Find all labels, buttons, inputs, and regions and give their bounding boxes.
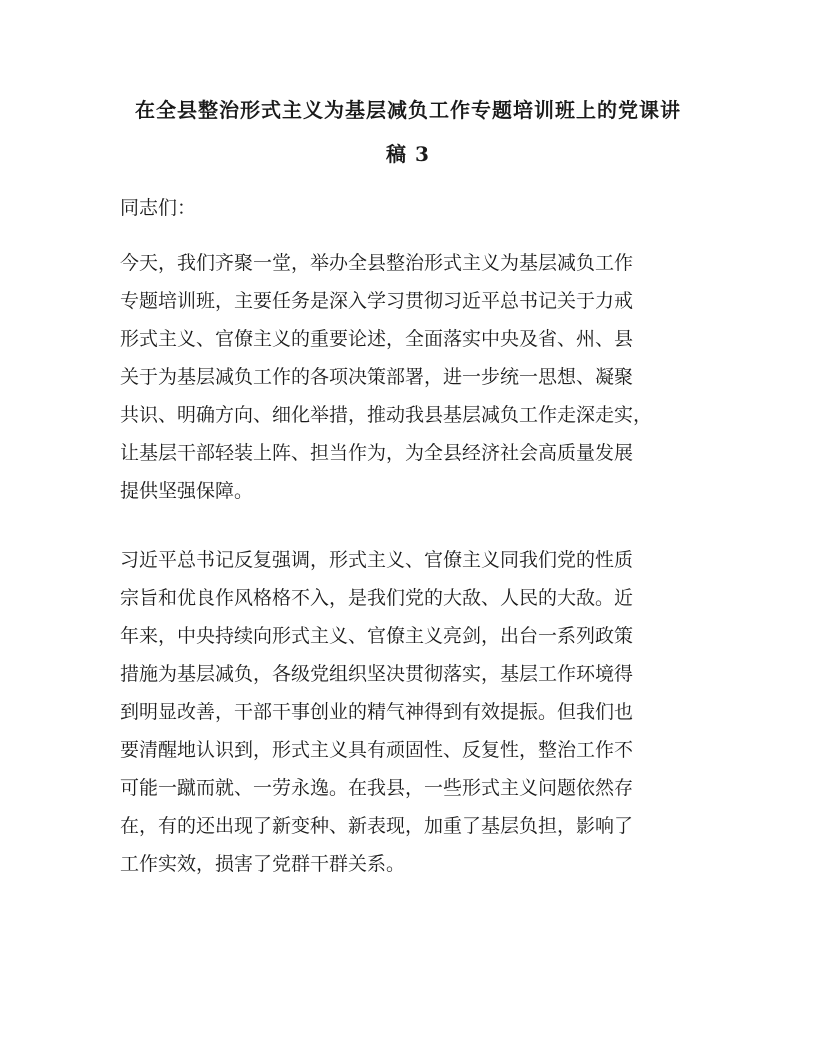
paragraph-line: 到明显改善，干部干事创业的精气神得到有效提振。但我们也 — [120, 701, 634, 723]
paragraph-line: 在，有的还出现了新变种、新表现，加重了基层负担，影响了 — [120, 815, 634, 837]
paragraph-line: 可能一蹴而就、一劳永逸。在我县，一些形式主义问题依然存 — [120, 777, 634, 799]
paragraph-line: 宗旨和优良作风格格不入，是我们党的大敌、人民的大敌。近 — [120, 587, 634, 609]
paragraph-line: 习近平总书记反复强调，形式主义、官僚主义同我们党的性质 — [120, 549, 634, 571]
paragraph-line: 要清醒地认识到，形式主义具有顽固性、反复性，整治工作不 — [120, 739, 634, 761]
paragraph-line: 工作实效，损害了党群干群关系。 — [120, 853, 406, 875]
paragraph-line: 专题培训班，主要任务是深入学习贯彻习近平总书记关于力戒 — [120, 290, 634, 312]
paragraph-line: 年来，中央持续向形式主义、官僚主义亮剑，出台一系列政策 — [120, 625, 634, 647]
paragraph-line: 关于为基层减负工作的各项决策部署，进一步统一思想、凝聚 — [120, 366, 634, 388]
document-title-line-1: 在全县整治形式主义为基层减负工作专题培训班上的党课讲 — [135, 98, 681, 122]
paragraph-line: 今天，我们齐聚一堂，举办全县整治形式主义为基层减负工作 — [120, 252, 634, 274]
paragraph-line: 措施为基层减负，各级党组织坚决贯彻落实，基层工作环境得 — [120, 663, 634, 685]
paragraph-line: 让基层干部轻装上阵、担当作为，为全县经济社会高质量发展 — [120, 442, 634, 464]
paragraph-line: 共识、明确方向、细化举措，推动我县基层减负工作走深走实， — [120, 404, 653, 426]
document-title-line-2: 稿 3 — [386, 142, 430, 166]
paragraph-line: 形式主义、官僚主义的重要论述，全面落实中央及省、州、县 — [120, 328, 634, 350]
salutation: 同志们： — [120, 197, 197, 219]
paragraph-line: 提供坚强保障。 — [120, 480, 254, 502]
